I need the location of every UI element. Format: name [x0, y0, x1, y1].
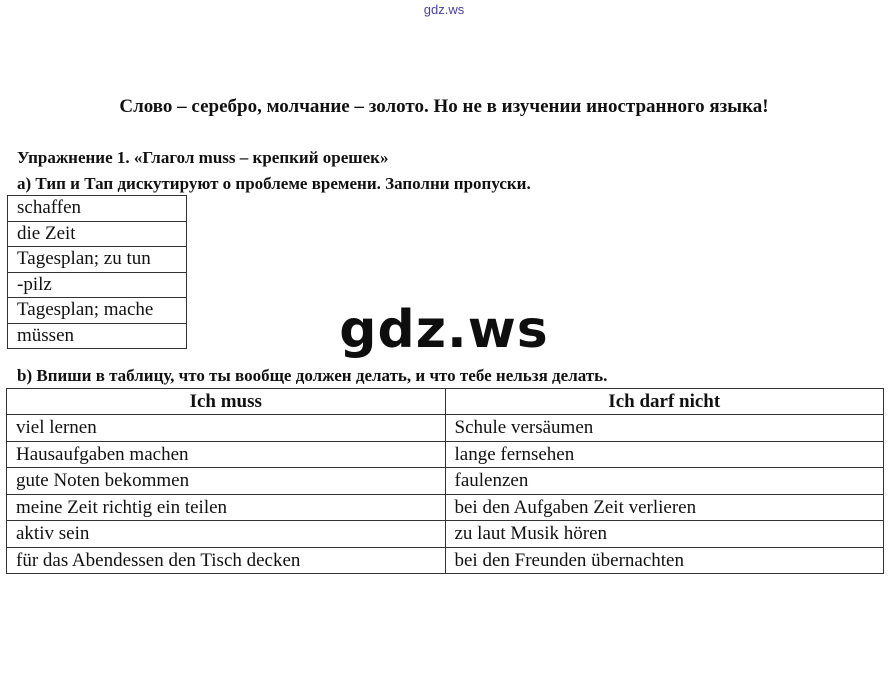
site-link[interactable]: gdz.ws — [423, 2, 465, 17]
column-header-must-not: Ich darf nicht — [445, 389, 884, 415]
answers-b-table — [6, 388, 884, 574]
table-row — [8, 298, 187, 324]
table-cell: Hausaufgaben machen — [7, 441, 446, 468]
table-row — [7, 415, 884, 442]
table-row — [7, 521, 884, 548]
table-header-row — [7, 389, 884, 415]
table-cell: Schule versäumen — [445, 415, 884, 442]
watermark: gdz.ws — [339, 300, 549, 360]
answers-a-table — [7, 195, 187, 349]
table-row — [8, 196, 187, 222]
exercise-title: Упражнение 1. «Глагол muss – крепкий орешек» — [17, 148, 389, 167]
table-cell: viel lernen — [7, 415, 446, 442]
table-cell: für das Abendessen den Tisch decken — [7, 547, 446, 574]
table-row — [7, 494, 884, 521]
table-cell: lange fernsehen — [445, 441, 884, 468]
answer-cell: müssen — [8, 323, 187, 349]
table-row — [8, 272, 187, 298]
table-row — [7, 468, 884, 495]
table-row — [7, 441, 884, 468]
table-cell: gute Noten bekommen — [7, 468, 446, 495]
table-cell: meine Zeit richtig ein teilen — [7, 494, 446, 521]
answer-cell: schaffen — [8, 196, 187, 222]
table-cell: aktiv sein — [7, 521, 446, 548]
answer-cell: -pilz — [8, 272, 187, 298]
task-a-instruction: a) Тип и Тап дискутируют о проблеме времени. Заполни пропуски. — [17, 174, 531, 193]
table-row — [8, 323, 187, 349]
table-cell: bei den Freunden übernachten — [445, 547, 884, 574]
table-row — [7, 547, 884, 574]
answer-cell: die Zeit — [8, 221, 187, 247]
answer-cell: Tagesplan; zu tun — [8, 247, 187, 273]
table-row — [8, 221, 187, 247]
column-header-must: Ich muss — [7, 389, 446, 415]
table-cell: zu laut Musik hören — [445, 521, 884, 548]
answer-cell: Tagesplan; mache — [8, 298, 187, 324]
table-row — [8, 247, 187, 273]
table-cell: bei den Aufgaben Zeit verlieren — [445, 494, 884, 521]
task-b-instruction: b) Впиши в таблицу, что ты вообще должен делать, и что тебе нельзя делать. — [17, 366, 608, 385]
table-cell: faulenzen — [445, 468, 884, 495]
page-heading: Слово – серебро, молчание – золото. Но не в изучении иностранного языка! — [119, 96, 769, 117]
